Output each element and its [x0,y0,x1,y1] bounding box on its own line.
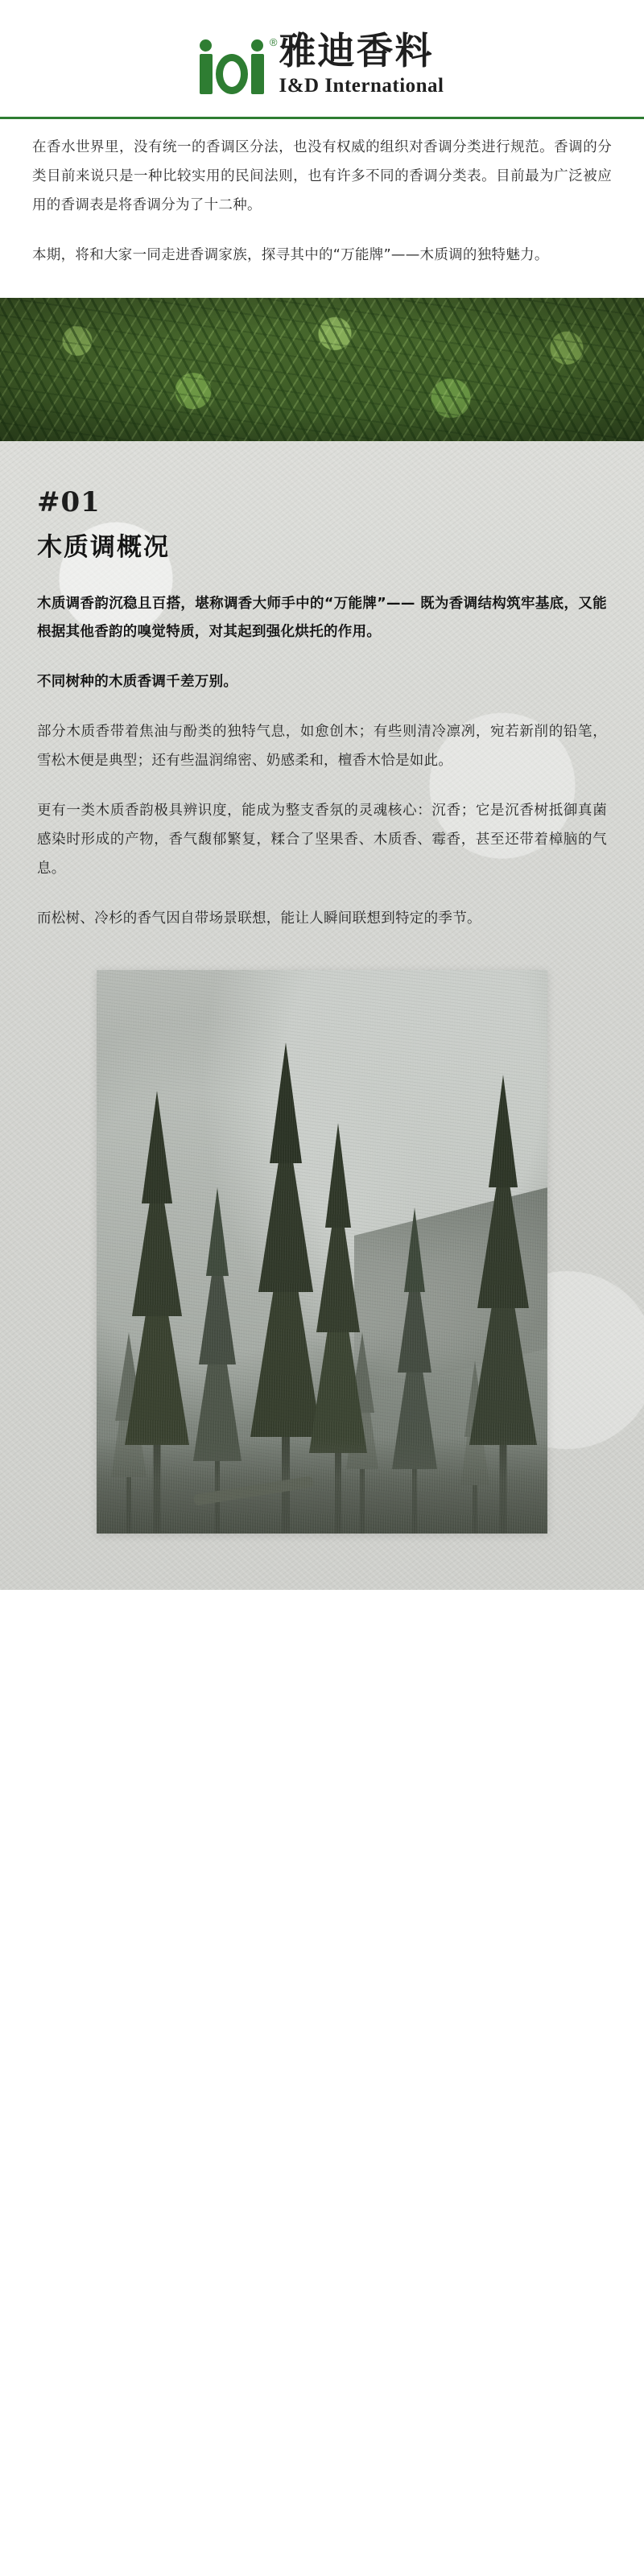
body-paragraph: 木质调香韵沉稳且百搭，堪称调香大师手中的“万能牌”—— 既为香调结构筑牢基底，又能根据其他香韵的嗅觉特质，对其起到强化烘托的作用。 [37,595,607,641]
intro-block [0,119,644,298]
section-01-inner [0,486,644,934]
logo-dot-left [200,39,212,52]
section-number: #01 [37,485,101,518]
logo-bar-left [200,54,213,94]
brand-header [0,0,644,117]
brand-name-cn: 雅迪香料 [279,29,434,72]
section-title: 木质调概况 [37,532,170,562]
body-paragraph: 部分木质香带着焦油与酚类的独特气息，如愈创木；有些则清冷凛冽，宛若新削的铅笔，雪松木便是典型；还有些温润绵密、奶感柔和，檀香木恰是如此。 [37,724,607,769]
logo-ring [216,54,248,94]
section-01 [0,441,644,1591]
brand-name-en: I&D International [279,75,444,97]
brand-names [279,29,444,97]
iqi-logo-icon [200,35,278,94]
intro-paragraph: 本期，将和大家一同走进香调家族，探寻其中的“万能牌”——木质调的独特魅力。 [32,246,549,263]
hero-image [0,298,644,441]
logo-bar-right [251,54,264,94]
body-paragraph: 更有一类木质香韵极具辨识度，能成为整支香氛的灵魂核心：沉香；它是沉香树抵御真菌感染时形成的产物，香气馥郁繁复，糅合了坚果香、木质香、霉香，甚至还带着樟脑的气息。 [37,802,607,877]
logo-lockup [200,29,444,97]
section-body [37,590,607,934]
intro-paragraph: 在香水世界里，没有统一的香调区分法，也没有权威的组织对香调分类进行规范。香调的分类目前来说只是一种比较实用的民间法则，也有许多不同的香调分类表。目前最为广泛被应用的香调表是将香调分为了十二种。 [32,139,612,213]
body-paragraph: 不同树种的木质香调千差万别。 [37,674,238,691]
registered-mark: ® [269,35,278,48]
forest-photo [97,970,547,1534]
photo-grain-layer [97,970,547,1534]
body-paragraph: 而松树、冷杉的香气因自带场景联想，能让人瞬间联想到特定的季节。 [37,910,481,927]
logo-dot-right [251,39,263,52]
hero-vignette [0,298,644,441]
